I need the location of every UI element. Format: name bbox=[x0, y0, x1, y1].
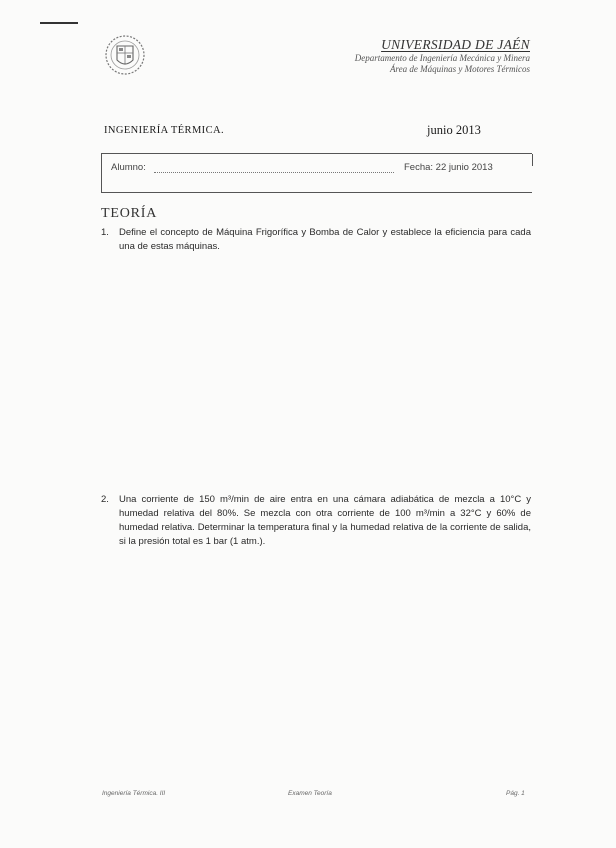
area-name: Área de Máquinas y Motores Térmicos bbox=[389, 64, 530, 74]
question-text: Define el concepto de Máquina Frigorífica y Bomba de Calor y establece la eficiencia para cada una de estas máquinas. bbox=[119, 227, 531, 252]
student-label: Alumno: bbox=[111, 162, 146, 173]
date-field: Fecha: 22 junio 2013 bbox=[404, 162, 493, 173]
student-name-field[interactable] bbox=[154, 172, 394, 173]
footer-left: Ingeniería Térmica. III bbox=[102, 790, 166, 797]
subject-title: INGENIERÍA TÉRMICA. bbox=[104, 125, 224, 136]
question-number: 1. bbox=[101, 227, 109, 238]
section-title: TEORÍA bbox=[101, 206, 158, 221]
university-seal-icon bbox=[104, 32, 146, 78]
university-header bbox=[355, 37, 530, 75]
question-text: Una corriente de 150 m³/min de aire entra en una cámara adiabática de mezcla a 10°C y humedad relativa del 80%. Se mezcla con otra corriente de 100 m³/min a 32°C y 60% de humedad relativa. Determinar la temperatura final y la humedad relativa de la corriente de salida, si la presión total es 1 bar (1 atm.). bbox=[119, 494, 531, 547]
question-number: 2. bbox=[101, 494, 109, 505]
exam-date: junio 2013 bbox=[427, 123, 481, 137]
footer-page-number: Pág. 1 bbox=[506, 790, 525, 797]
scan-mark bbox=[40, 22, 78, 24]
footer-center: Examen Teoría bbox=[288, 790, 332, 797]
student-info-box bbox=[101, 153, 532, 193]
question-1 bbox=[101, 226, 531, 254]
question-2 bbox=[101, 493, 531, 549]
department-name: Departamento de Ingeniería Mecánica y Minera bbox=[354, 53, 530, 63]
university-name: UNIVERSIDAD DE JAÉN bbox=[381, 37, 530, 52]
